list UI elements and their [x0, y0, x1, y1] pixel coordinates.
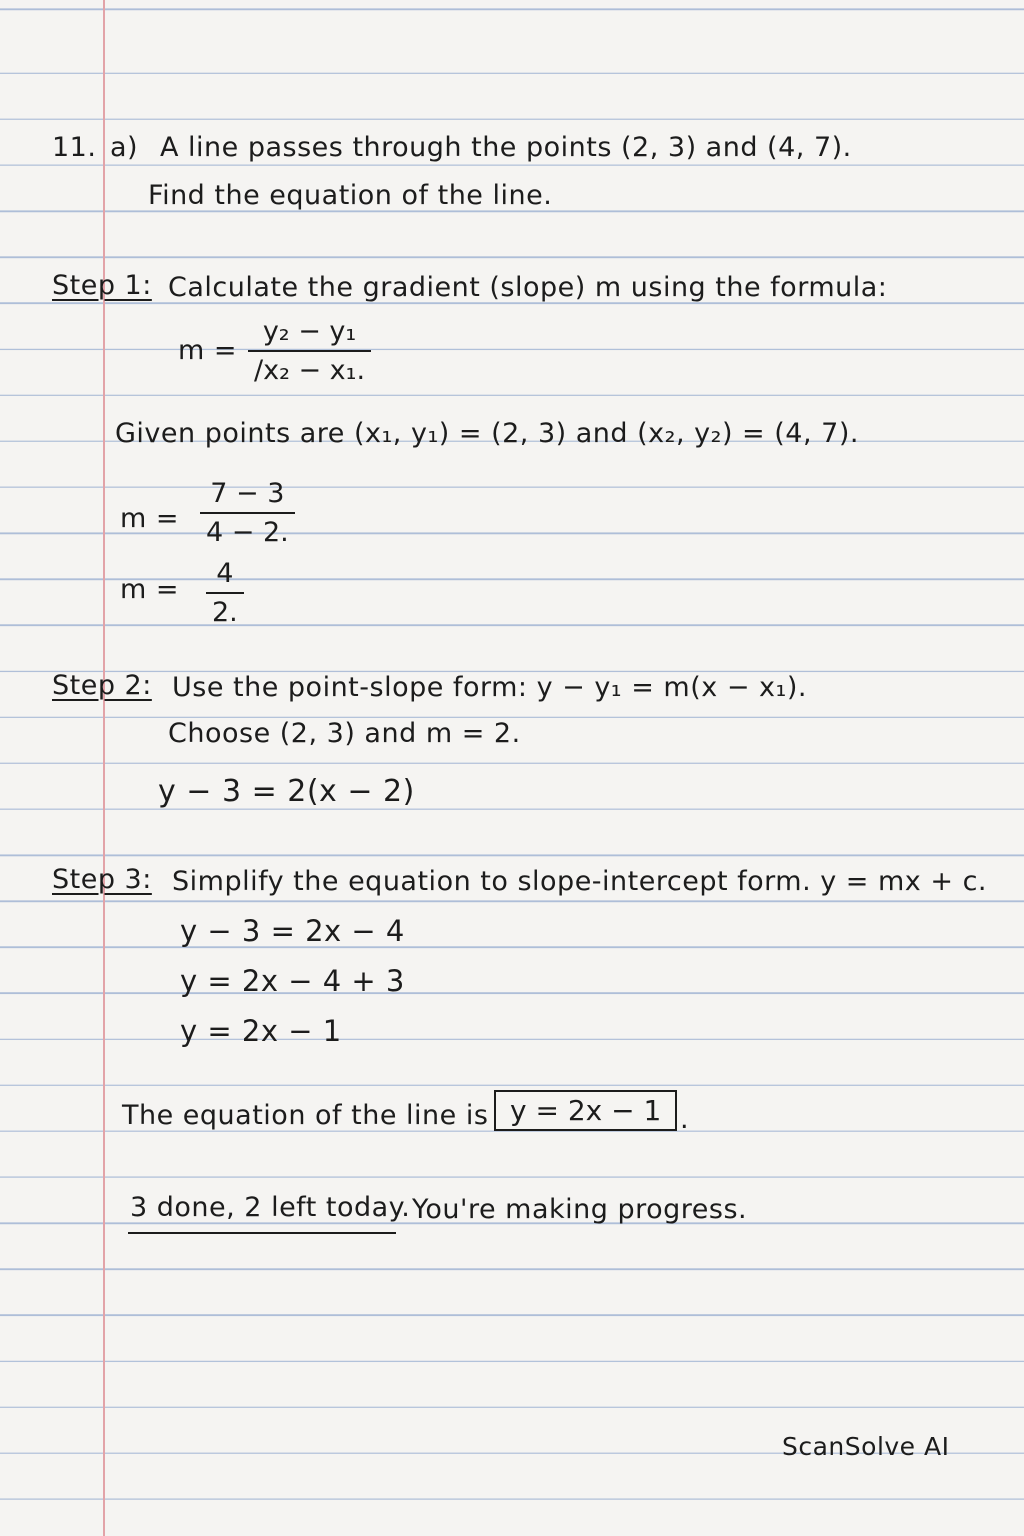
formula-denominator: /x₂ − x₁. — [254, 355, 366, 386]
calc1-denominator: 4 − 2. — [206, 517, 289, 548]
fraction-bar — [248, 350, 371, 352]
progress-rest: You're making progress. — [412, 1194, 748, 1225]
step3-eq1: y − 3 = 2x − 4 — [180, 914, 405, 948]
progress-underlined: 3 done, 2 left today. — [130, 1192, 411, 1223]
answer-box: y = 2x − 1 — [494, 1090, 677, 1131]
gradient-formula — [248, 316, 371, 386]
fraction-bar — [206, 592, 244, 594]
answer-period: . — [680, 1104, 690, 1135]
calc1-numerator: 7 − 3 — [210, 478, 285, 509]
answer-prefix: The equation of the line is — [122, 1100, 489, 1131]
margin-line — [103, 0, 105, 1536]
calc2-fraction — [206, 558, 244, 628]
step2-text: Use the point-slope form: y − y₁ = m(x − x₁). — [172, 672, 807, 703]
problem-number: 11. — [52, 132, 97, 163]
step3-label: Step 3: — [52, 864, 152, 895]
step2-label: Step 2: — [52, 670, 152, 701]
step1-text: Calculate the gradient (slope) m using the formula: — [168, 272, 888, 303]
step2-equation: y − 3 = 2(x − 2) — [158, 774, 415, 809]
formula-lhs: m = — [178, 335, 238, 366]
watermark: ScanSolve AI — [782, 1432, 950, 1461]
step1-label: Step 1: — [52, 270, 152, 301]
calc1-lhs: m = — [120, 503, 180, 534]
problem-part: a) — [110, 132, 139, 163]
fraction-bar — [200, 512, 295, 514]
problem-line-1: A line passes through the points (2, 3) and (4, 7). — [160, 132, 852, 163]
calc2-numerator: 4 — [216, 558, 234, 589]
calc2-lhs: m = — [120, 574, 180, 605]
given-points: Given points are (x₁, y₁) = (2, 3) and (x₂, y₂) = (4, 7). — [115, 418, 859, 449]
step3-eq3: y = 2x − 1 — [180, 1014, 342, 1048]
calc2-denominator: 2. — [212, 597, 238, 628]
step3-eq2: y = 2x − 4 + 3 — [180, 964, 405, 998]
problem-line-2: Find the equation of the line. — [148, 180, 553, 211]
formula-numerator: y₂ − y₁ — [262, 316, 357, 347]
calc1-fraction — [200, 478, 295, 548]
progress-underline — [128, 1232, 396, 1234]
step3-text: Simplify the equation to slope-intercept form. y = mx + c. — [172, 866, 988, 897]
step2-choose: Choose (2, 3) and m = 2. — [168, 718, 521, 749]
